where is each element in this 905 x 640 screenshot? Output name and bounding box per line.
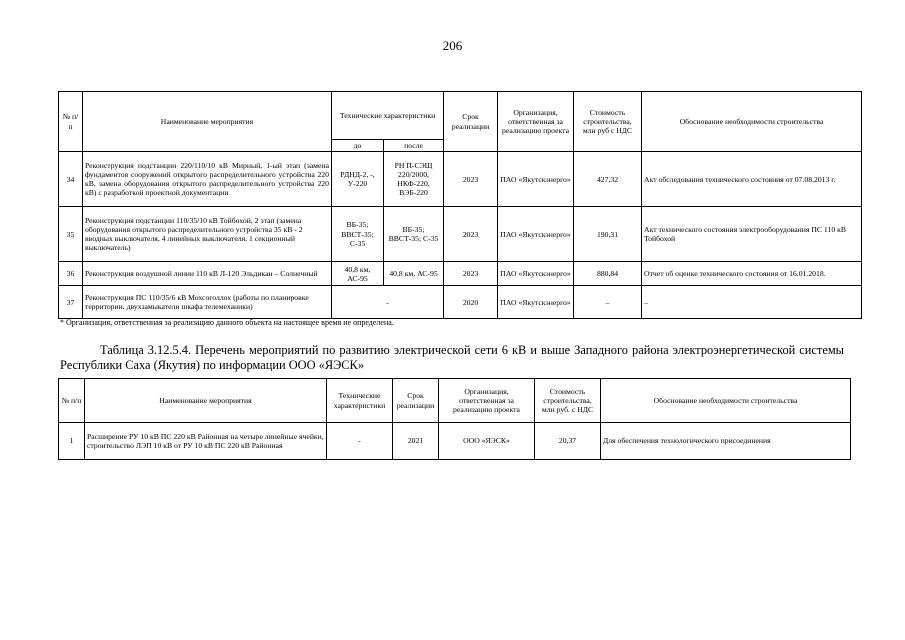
row-name: Реконструкция подстанции 110/35/10 кВ Тойбохой, 2 этап (замена оборудования открытого распределительного устройства 35 кВ - 2 вводных выключателя, 4 линейных выключателя, 1 секционный выключатель) [83, 207, 332, 262]
row-after: 40,8 км, АС-95 [384, 262, 444, 286]
header-tech: Технические характеристики [332, 92, 444, 140]
row-basis: Отчет об оценке технического состояния от 16.01.2018. [642, 262, 862, 286]
row-after: ВБ-35; ВВСТ-35; С-35 [384, 207, 444, 262]
row-num: 36 [59, 262, 83, 286]
header-name: Наименование мероприятия [85, 379, 327, 423]
header-cost: Стоимость строительства, млн руб с НДС [574, 92, 642, 152]
row-before: РДНД-2, -, У-220 [332, 152, 384, 207]
row-name: Реконструкция ПС 110/35/6 кВ Мохсоголлох (работы по планировке территории, двухзамыкатели шкафа телемеханики) [83, 286, 332, 319]
row-name: Расширение РУ 10 кВ ПС 220 кВ Районная на четыре линейные ячейки, строительство ЛЭП 10 кВ от РУ 10 кВ ПС 220 кВ Районная [85, 423, 327, 460]
row-org: ПАО «Якутскэнерго» [498, 262, 574, 286]
row-cost: 880,84 [574, 262, 642, 286]
row-basis: Акт технического состояния электрооборудования ПС 110 кВ Тойбохой [642, 207, 862, 262]
row-before: 40,8 км, АС-95 [332, 262, 384, 286]
row-term: 2021 [393, 423, 439, 460]
header-basis: Обоснование необходимости строительства [601, 379, 851, 423]
row-basis: – [642, 286, 862, 319]
row-org: ПАО «Якутскэнерго» [498, 207, 574, 262]
row-cost: 427,32 [574, 152, 642, 207]
table-row [59, 207, 862, 262]
header-basis: Обоснование необходимости строительства [642, 92, 862, 152]
measures-table-1 [58, 91, 862, 319]
row-org: ПАО «Якутскэнерго» [498, 152, 574, 207]
row-num: 34 [59, 152, 83, 207]
header-tech: Технические характеристики [327, 379, 393, 423]
header-cost: Стоимость строительства, млн руб. с НДС [535, 379, 601, 423]
header-num: № п/п [59, 92, 83, 152]
header-term: Срок реализации [393, 379, 439, 423]
row-term: 2023 [444, 152, 498, 207]
row-org: ООО «ЯЭСК» [439, 423, 535, 460]
header-num: № п/п [59, 379, 85, 423]
measures-table-2 [58, 378, 851, 460]
row-cost: 20,37 [535, 423, 601, 460]
row-cost: 190,31 [574, 207, 642, 262]
row-before: ВБ-35; ВВСТ-35; С-35 [332, 207, 384, 262]
row-org: ПАО «Якутскэнерго» [498, 286, 574, 319]
row-after: РН П-СЭЩ 220/2000, НКФ-220, ВЭБ-220 [384, 152, 444, 207]
table-row [59, 152, 862, 207]
row-num: 37 [59, 286, 83, 319]
footnote: * Организация, ответственная за реализацию данного объекта на настоящее время не определена. [60, 318, 394, 327]
table-row [59, 262, 862, 286]
table-caption: Таблица 3.12.5.4. Перечень мероприятий по развитию электрической сети 6 кВ и выше Западного района электроэнергетической системы Республики Саха (Якутия) по информации ООО «ЯЭСК» [60, 343, 844, 372]
header-org: Организация, ответственная за реализацию проекта [439, 379, 535, 423]
header-tech-before: до [332, 140, 384, 152]
header-name: Наименование мероприятия [83, 92, 332, 152]
row-cost: – [574, 286, 642, 319]
row-term: 2023 [444, 262, 498, 286]
row-basis: Акт обследования технического состояния от 07.08.2013 г. [642, 152, 862, 207]
row-tech: - [327, 423, 393, 460]
row-name: Реконструкция подстанции 220/110/10 кВ Мирный, 1-ый этап (замена фундаментов сооружений открытого распределительного устройства 220 кВ, замена оборудования открытого распределительного устройства 220 кВ) с разработкой проектной документации [83, 152, 332, 207]
row-term: 2020 [444, 286, 498, 319]
row-term: 2023 [444, 207, 498, 262]
header-term: Срок реализации [444, 92, 498, 152]
row-num: 35 [59, 207, 83, 262]
row-tech: - [332, 286, 444, 319]
row-num: 1 [59, 423, 85, 460]
table-row [59, 286, 862, 319]
row-name: Реконструкция воздушной линии 110 кВ Л-120 Эльдикан – Солнечный [83, 262, 332, 286]
header-org: Организация, ответственная за реализацию проекта [498, 92, 574, 152]
header-tech-after: после [384, 140, 444, 152]
row-basis: Для обеспечения технологического присоединения [601, 423, 851, 460]
table-row [59, 423, 851, 460]
page-number: 206 [442, 38, 463, 53]
